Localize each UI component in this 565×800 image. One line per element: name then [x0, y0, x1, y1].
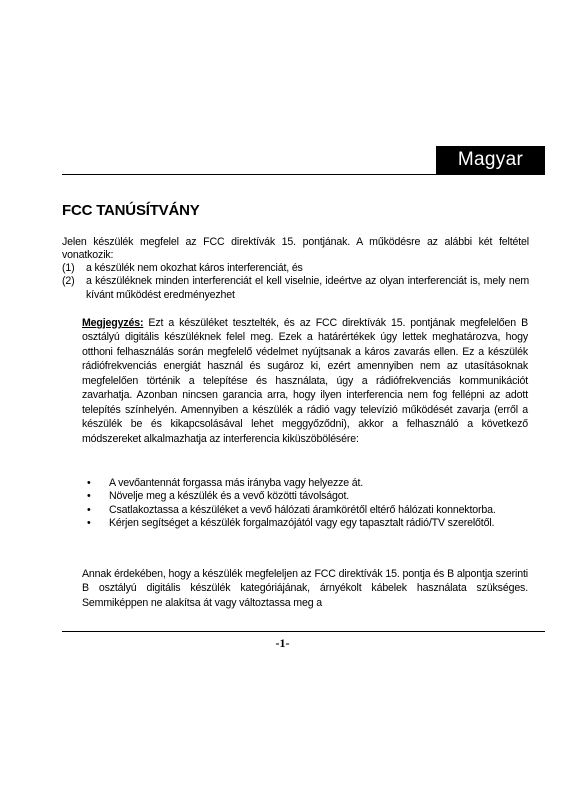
interference-remedies-list [82, 477, 528, 530]
section-title: FCC TANÚSÍTVÁNY [62, 202, 200, 219]
language-tab: Magyar [436, 146, 545, 174]
list-item-text: a készülék nem okozhat káros interferenciát, és [86, 262, 303, 274]
list-item-text: a készüléknek minden interferenciát el kell viselnie, ideértve az olyan interferenciát is, mely nem kívánt működést eredményezhet [86, 275, 529, 301]
bullet-icon: • [87, 490, 91, 503]
list-item [82, 517, 528, 530]
bullet-icon: • [87, 503, 91, 516]
footer-rule [62, 631, 545, 632]
note-text: Ezt a készüléket tesztelték, és az FCC direktívák 15. pontjának megfelelően B osztályú digitális készüléknek felel meg. Ezek a határértékek úgy lettek meghatározva, hogy otthoni felhasználás során megfelelő védelmet nyújtsanak a káros zavarás ellen. Ez a készülék rádiófrekvenciás energiát használ és sugároz ki, ezért amennyiben nem az utasításoknak megfelelően történik a telepítése és használata, úgy a rádiófrekvenciás kommunikációt zavarhatja. Azonban nincsen garancia arra, hogy ilyen interferencia nem fog fellépni az adott telepítés színhelyén. Amennyiben a készülék a rádió vagy televízió működését zavarja (erről a készülék be és kikapcsolásával lehet meggyőződni), akkor a felhasználó a következő módszereket alkalmazhatja az interferencia kiküszöbölésére: [82, 317, 528, 445]
list-item-text: Kérjen segítséget a készülék forgalmazójától vagy egy tapasztalt rádió/TV szerelőtől. [109, 516, 495, 529]
list-item-text: Növelje meg a készülék és a vevő közötti távolságot. [109, 490, 350, 503]
bullet-icon: • [87, 516, 91, 529]
conditions-list [62, 262, 529, 302]
list-marker: (1) [62, 262, 75, 274]
list-item [62, 275, 529, 302]
page-number: -1- [275, 636, 290, 650]
list-item [82, 477, 528, 490]
note-paragraph [82, 316, 528, 446]
bullet-icon: • [87, 477, 91, 489]
list-marker: (2) [62, 275, 75, 288]
list-item [62, 262, 529, 275]
list-item [82, 504, 528, 517]
header-rule [62, 174, 545, 175]
intro-paragraph: Jelen készülék megfelel az FCC direktívák 15. pontjának. A működésre az alábbi két feltétel vonatkozik: [62, 236, 529, 262]
list-item-text: Csatlakoztassa a készüléket a vevő hálózati áramkörétől eltérő hálózati konnektorba. [109, 503, 496, 516]
list-item-text: A vevőantennát forgassa más irányba vagy helyezze át. [109, 477, 364, 489]
list-item [82, 490, 528, 503]
note-label: Megjegyzés: [82, 317, 144, 329]
closing-paragraph: Annak érdekében, hogy a készülék megfeleljen az FCC direktívák 15. pontja és B alpontja szerinti B osztályú digitális készülék kategóriájának, árnyékolt kábelek használata szükséges. Semmiképpen ne alakítsa át vagy változtassa meg a [82, 568, 528, 609]
